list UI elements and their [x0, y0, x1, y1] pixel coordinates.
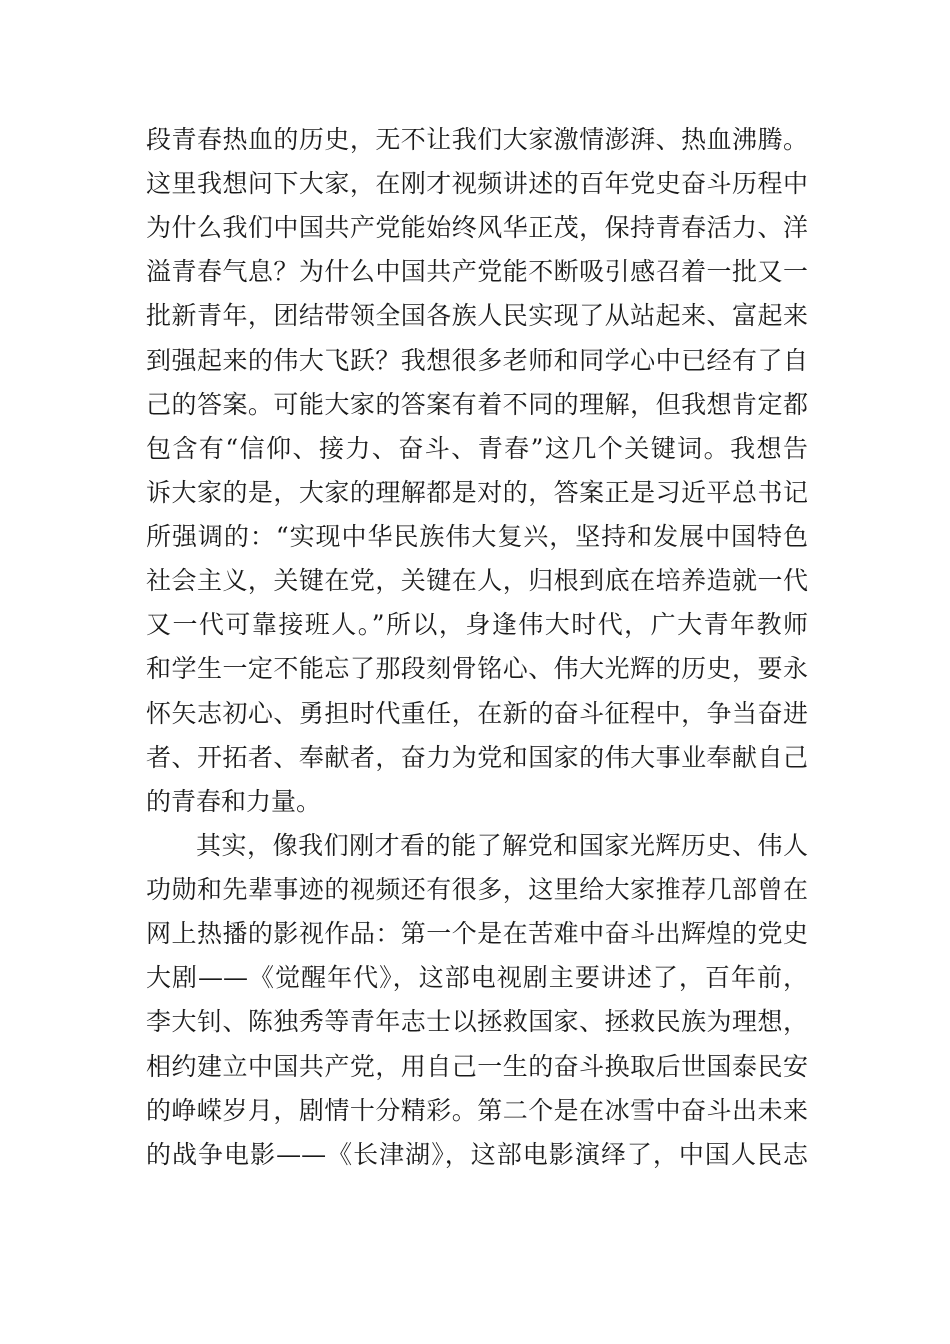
- paragraph-first-line: 其实，像我们刚才看的能了解党和国家光辉历史、伟人: [196, 831, 808, 860]
- text-line: 己的答案。可能大家的答案有着不同的理解，但我想肯定都: [146, 390, 808, 419]
- text-line: 怀矢志初心、勇担时代重任，在新的奋斗征程中，争当奋进: [146, 699, 808, 728]
- text-line: 社会主义，关键在党，关键在人，归根到底在培养造就一代: [146, 566, 808, 595]
- text-line: 的峥嵘岁月，剧情十分精彩。第二个是在冰雪中奋斗出未来: [146, 1096, 808, 1125]
- text-line: 所强调的：“实现中华民族伟大复兴，坚持和发展中国特色: [146, 522, 808, 551]
- text-line: 功勋和先辈事迹的视频还有很多，这里给大家推荐几部曾在: [146, 875, 808, 904]
- text-line: 相约建立中国共产党，用自己一生的奋斗换取后世国泰民安: [146, 1052, 808, 1081]
- text-line: 李大钊、陈独秀等青年志士以拯救国家、拯救民族为理想，: [146, 1007, 808, 1036]
- text-line: 到强起来的伟大飞跃？我想很多老师和同学心中已经有了自: [146, 346, 808, 375]
- text-line: 大剧——《觉醒年代》，这部电视剧主要讲述了，百年前，: [146, 963, 808, 992]
- text-line: 和学生一定不能忘了那段刻骨铭心、伟大光辉的历史，要永: [146, 654, 808, 683]
- text-line: 的战争电影——《长津湖》，这部电影演绎了，中国人民志: [146, 1140, 808, 1169]
- text-line: 批新青年，团结带领全国各族人民实现了从站起来、富起来: [146, 301, 808, 330]
- text-line: 诉大家的是，大家的理解都是对的，答案正是习近平总书记: [146, 478, 808, 507]
- text-line: 溢青春气息？为什么中国共产党能不断吸引感召着一批又一: [146, 257, 808, 286]
- text-line: 包含有“信仰、接力、奋斗、青春”这几个关键词。我想告: [146, 434, 808, 463]
- text-line: 又一代可靠接班人。”所以，身逢伟大时代，广大青年教师: [146, 610, 808, 639]
- text-line: 者、开拓者、奉献者，奋力为党和国家的伟大事业奉献自己: [146, 743, 808, 772]
- text-line: 这里我想问下大家，在刚才视频讲述的百年党史奋斗历程中: [146, 169, 808, 198]
- text-line: 的青春和力量。: [146, 787, 322, 816]
- text-line: 为什么我们中国共产党能始终风华正茂，保持青春活力、洋: [146, 213, 808, 242]
- text-line: 段青春热血的历史，无不让我们大家激情澎湃、热血沸腾。: [146, 125, 808, 154]
- text-line: 网上热播的影视作品：第一个是在苦难中奋斗出辉煌的党史: [146, 919, 808, 948]
